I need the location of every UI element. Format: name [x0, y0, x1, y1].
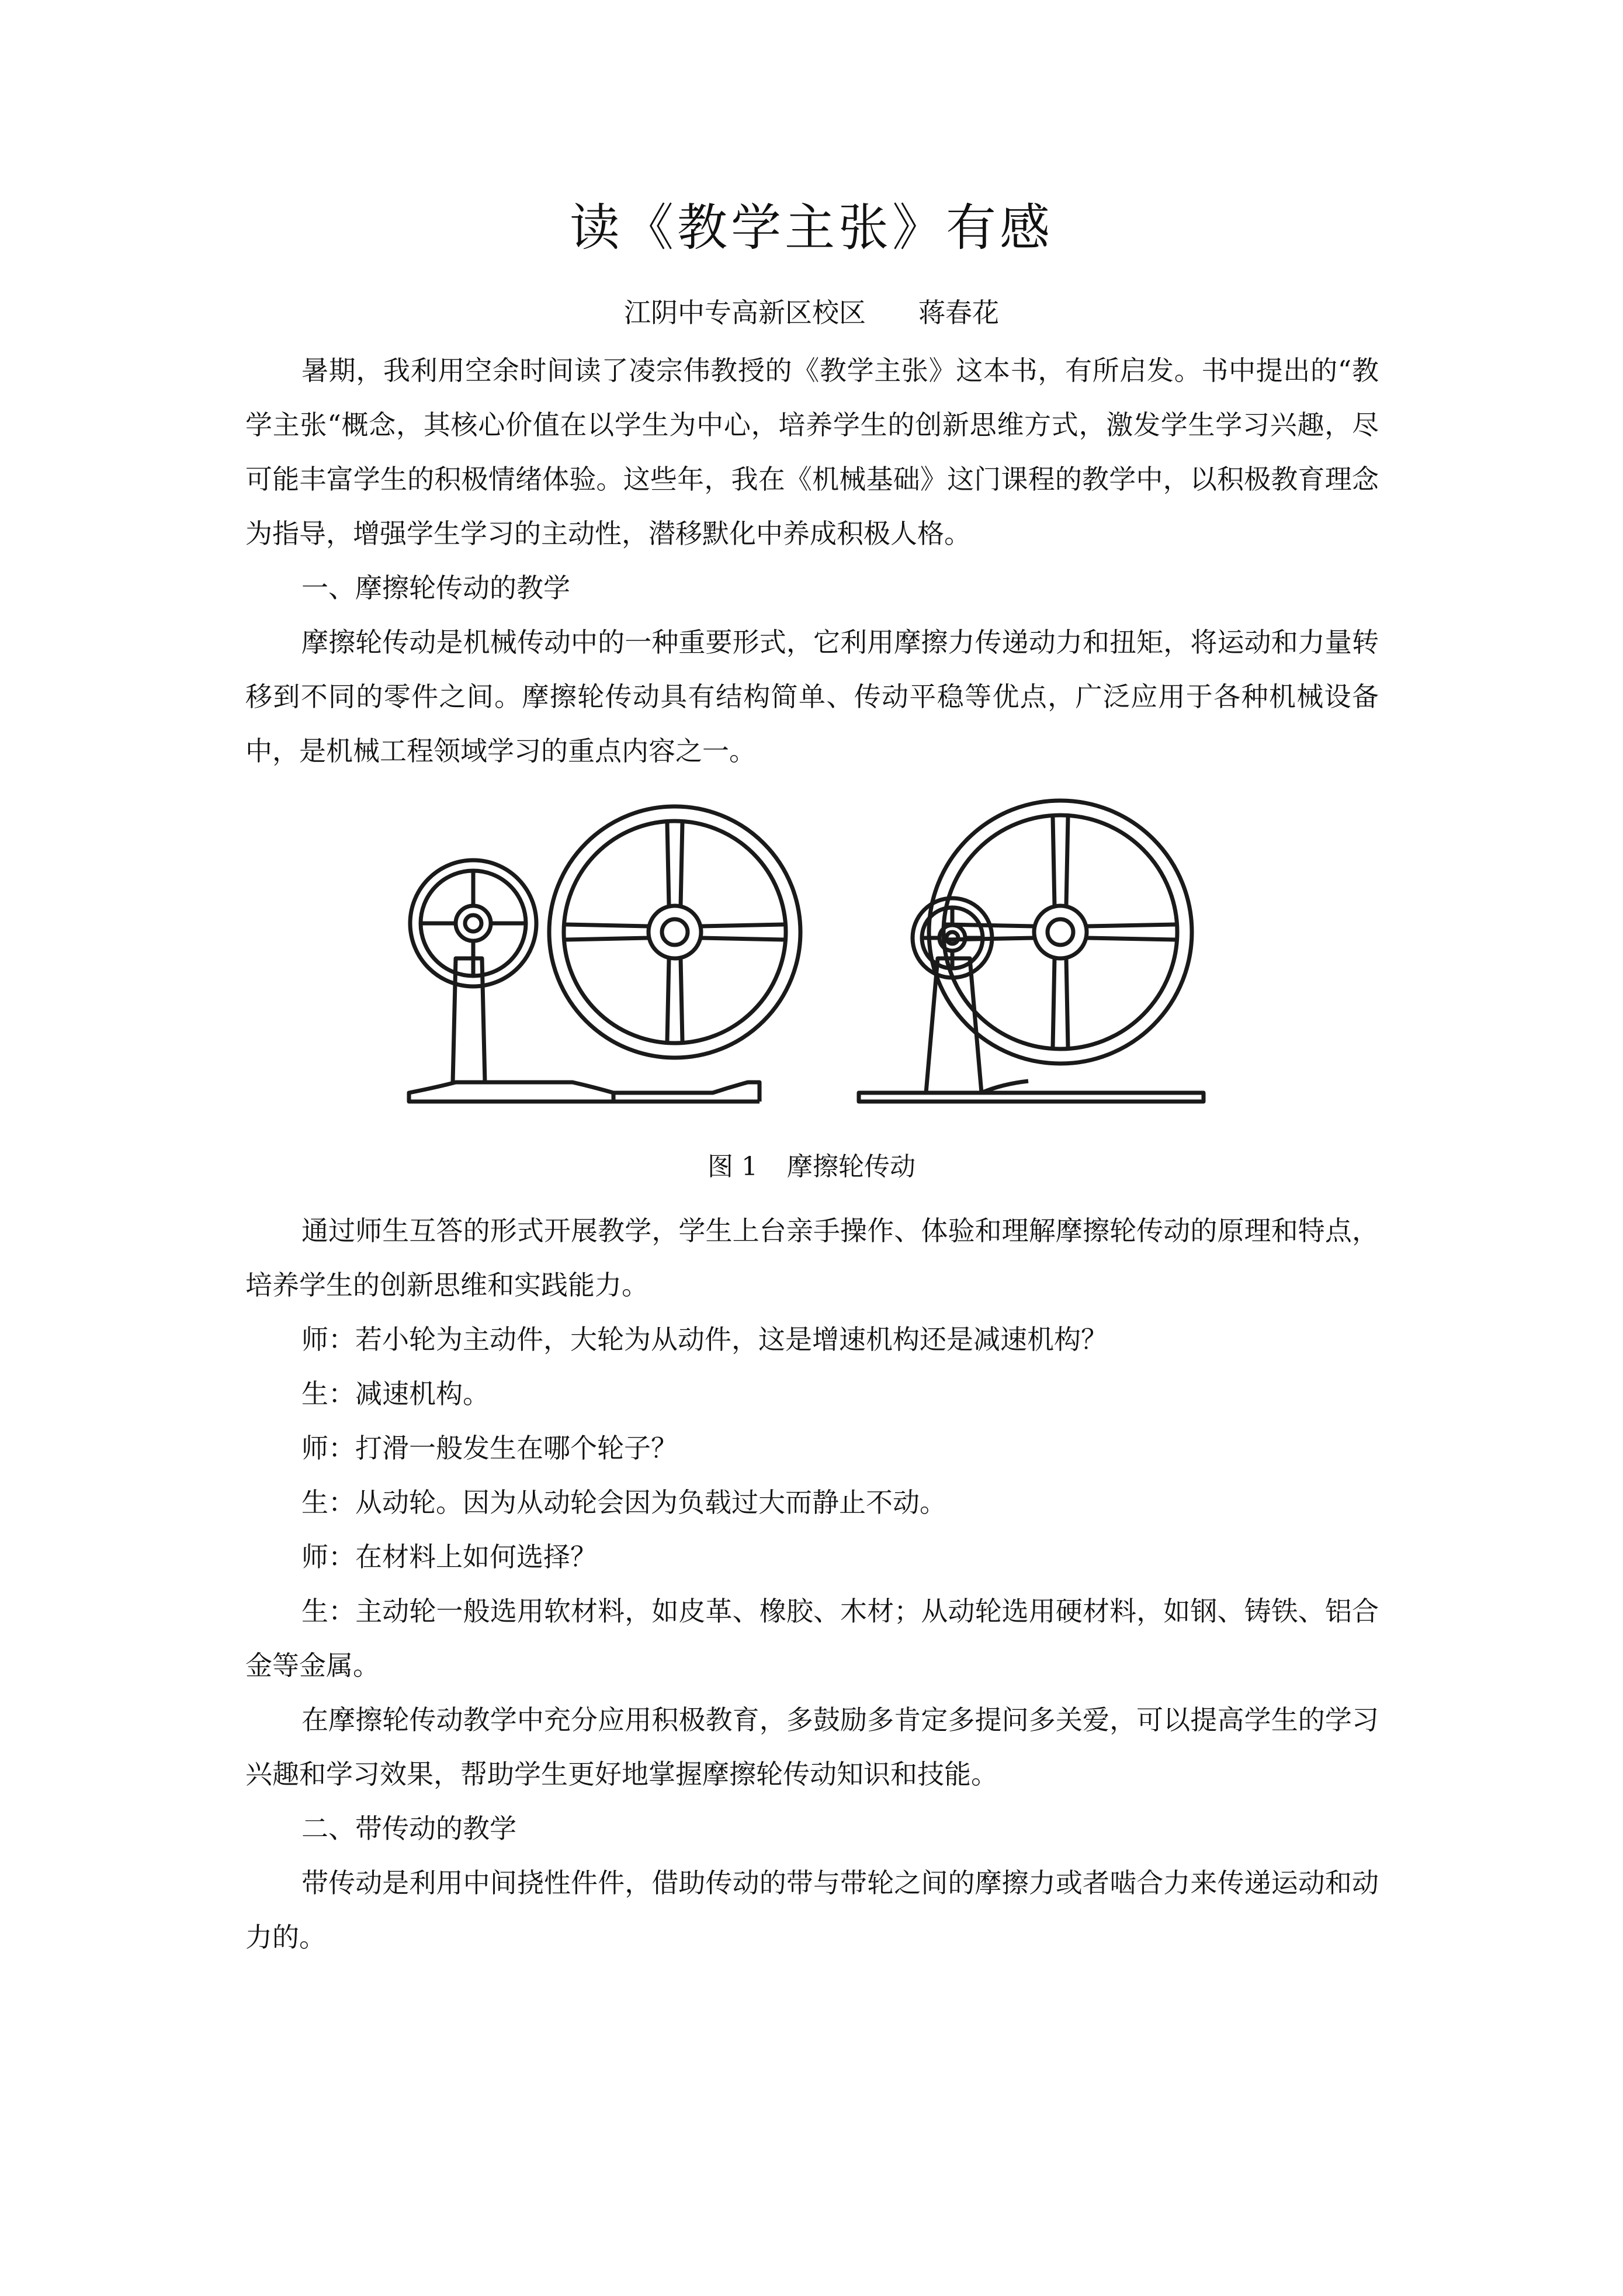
dialogue-line: 生：从动轮。因为从动轮会因为负载过大而静止不动。: [301, 1487, 946, 1518]
section-1-heading: 一、摩擦轮传动的教学: [301, 572, 570, 604]
section-2-paragraph-1: 带传动是利用中间挠性件件，借助传动的带与带轮之间的摩擦力或者啮合力来传递运动和动力的。: [245, 1867, 1379, 1953]
document-title: 读《教学主张》有感: [570, 199, 1053, 257]
section-1-paragraph-3: 在摩擦轮传动教学中充分应用积极教育，多鼓励多肯定多提问多关爱，可以提高学生的学习兴趣和学习效果，帮助学生更好地掌握摩擦轮传动知识和技能。: [245, 1704, 1379, 1790]
dialogue-line: 师：若小轮为主动件，大轮为从动件，这是增速机构还是减速机构？: [301, 1324, 1108, 1355]
author-line: [0, 292, 1623, 333]
section-1-paragraph-2: 通过师生互答的形式开展教学，学生上台亲手操作、体验和理解摩擦轮传动的原理和特点，培养学生的创新思维和实践能力。: [245, 1215, 1379, 1301]
external-friction-wheels-illustration: [409, 806, 800, 1102]
figure-caption: [0, 1147, 1623, 1187]
dialogue-line: 师：打滑一般发生在哪个轮子？: [301, 1432, 678, 1464]
figure-label: 图 1: [708, 1152, 758, 1182]
section-2-heading: 二、带传动的教学: [301, 1813, 516, 1844]
intro-paragraph: 暑期，我利用空余时间读了凌宗伟教授的《教学主张》这本书，有所启发。书中提出的“教学主张“概念，其核心价值在以学生为中心，培养学生的创新思维方式，激发学生学习兴趣，尽可能丰富学生的积极情绪体验。这些年，我在《机械基础》这门课程的教学中，以积极教育理念为指导，增强学生学习的主动性，潜移默化中养成积极人格。: [245, 355, 1379, 549]
dialogue-line: 师：在材料上如何选择？: [301, 1541, 597, 1573]
dialogue-line: 生：减速机构。: [301, 1378, 490, 1410]
internal-friction-wheels-illustration: [859, 801, 1204, 1102]
author-affiliation: 江阴中专高新区校区: [624, 297, 866, 328]
section-1-paragraph-1: 摩擦轮传动是机械传动中的一种重要形式，它利用摩擦力传递动力和扭矩，将运动和力量转移到不同的零件之间。摩擦轮传动具有结构简单、传动平稳等优点，广泛应用于各种机械设备中，是机械工程领域学习的重点内容之一。: [245, 626, 1379, 767]
friction-wheel-figure: [397, 783, 1227, 1134]
figure-caption-text: 摩擦轮传动: [786, 1152, 915, 1182]
author-name: 蒋春花: [918, 297, 999, 328]
dialogue-line: 生：主动轮一般选用软材料，如皮革、橡胶、木材；从动轮选用硬材料，如钢、铸铁、铝合金等金属。: [245, 1595, 1379, 1681]
